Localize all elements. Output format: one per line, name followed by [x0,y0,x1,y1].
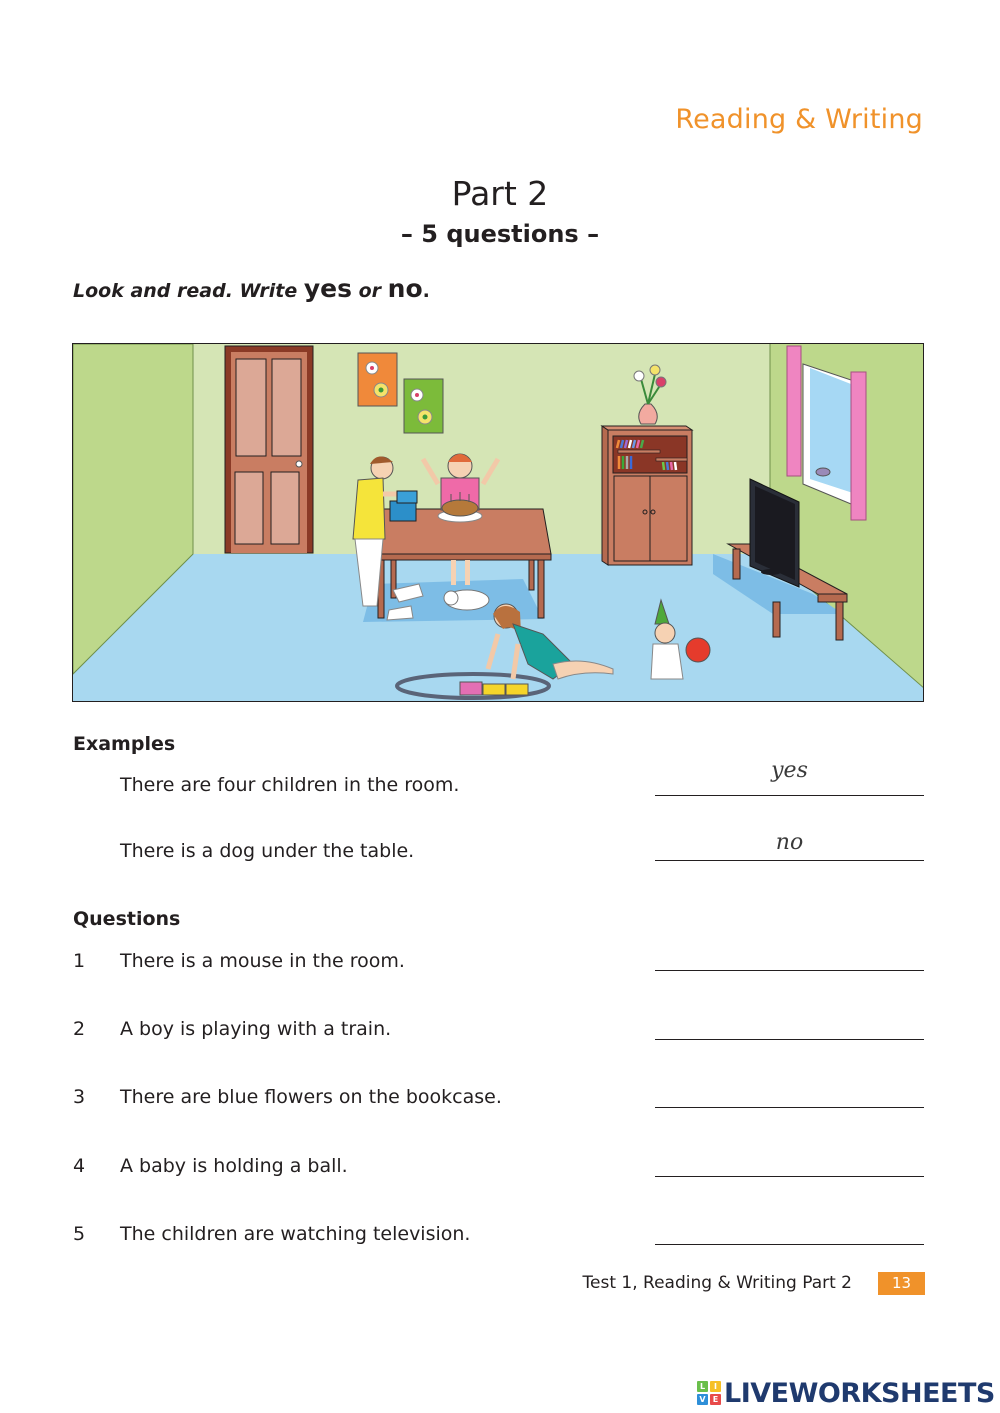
question-answer-line-1[interactable] [655,970,924,971]
page-number-badge: 13 [878,1272,925,1295]
instruction-suffix: . [422,280,430,302]
footer-caption: Test 1, Reading & Writing Part 2 [582,1273,852,1293]
question-answer-line-2[interactable] [655,1039,924,1040]
instruction-middle: or [352,280,388,302]
mouse [816,468,830,476]
question-answer-line-5[interactable] [655,1244,924,1245]
questions-heading: Questions [73,908,181,930]
example-answer-line-1 [655,795,924,796]
bookcase [602,426,692,565]
question-sentence-2: A boy is playing with a train. [120,1018,392,1040]
sleeping-cat [444,590,489,610]
example-answer-2: no [775,830,804,855]
question-number-2: 2 [73,1018,86,1040]
question-number-5: 5 [73,1223,86,1245]
question-answer-line-3[interactable] [655,1107,924,1108]
instruction-prefix: Look and read. Write [73,280,304,302]
door [225,346,313,553]
question-answer-line-4[interactable] [655,1176,924,1177]
section-tag: Reading & Writing [675,104,923,135]
instruction-word-yes: yes [303,274,352,303]
part-subtitle: – 5 questions – [400,220,600,248]
question-number-4: 4 [73,1155,86,1177]
question-sentence-1: There is a mouse in the room. [120,950,405,972]
question-sentence-3: There are blue flowers on the bookcase. [120,1086,502,1108]
example-sentence-1: There are four children in the room. [120,774,460,796]
logo-letter-e: E [710,1394,721,1405]
example-sentence-2: There is a dog under the table. [120,840,415,862]
logo-letter-i: I [710,1381,721,1392]
examples-heading: Examples [73,733,176,755]
liveworksheets-wordmark: LIVEWORKSHEETS [724,1377,995,1409]
living-room-illustration [72,343,924,702]
example-answer-1: yes [771,758,808,783]
question-number-3: 3 [73,1086,86,1108]
question-sentence-5: The children are watching television. [120,1223,471,1245]
liveworksheets-logo [697,1378,995,1408]
logo-letter-l: L [697,1381,708,1392]
instruction-word-no: no [387,274,423,303]
example-answer-line-2 [655,860,924,861]
question-sentence-4: A baby is holding a ball. [120,1155,348,1177]
instruction [73,274,430,303]
part-title: Part 2 [451,174,549,213]
logo-letter-v: V [697,1394,708,1405]
question-number-1: 1 [73,950,86,972]
live-grid-icon [697,1381,721,1405]
